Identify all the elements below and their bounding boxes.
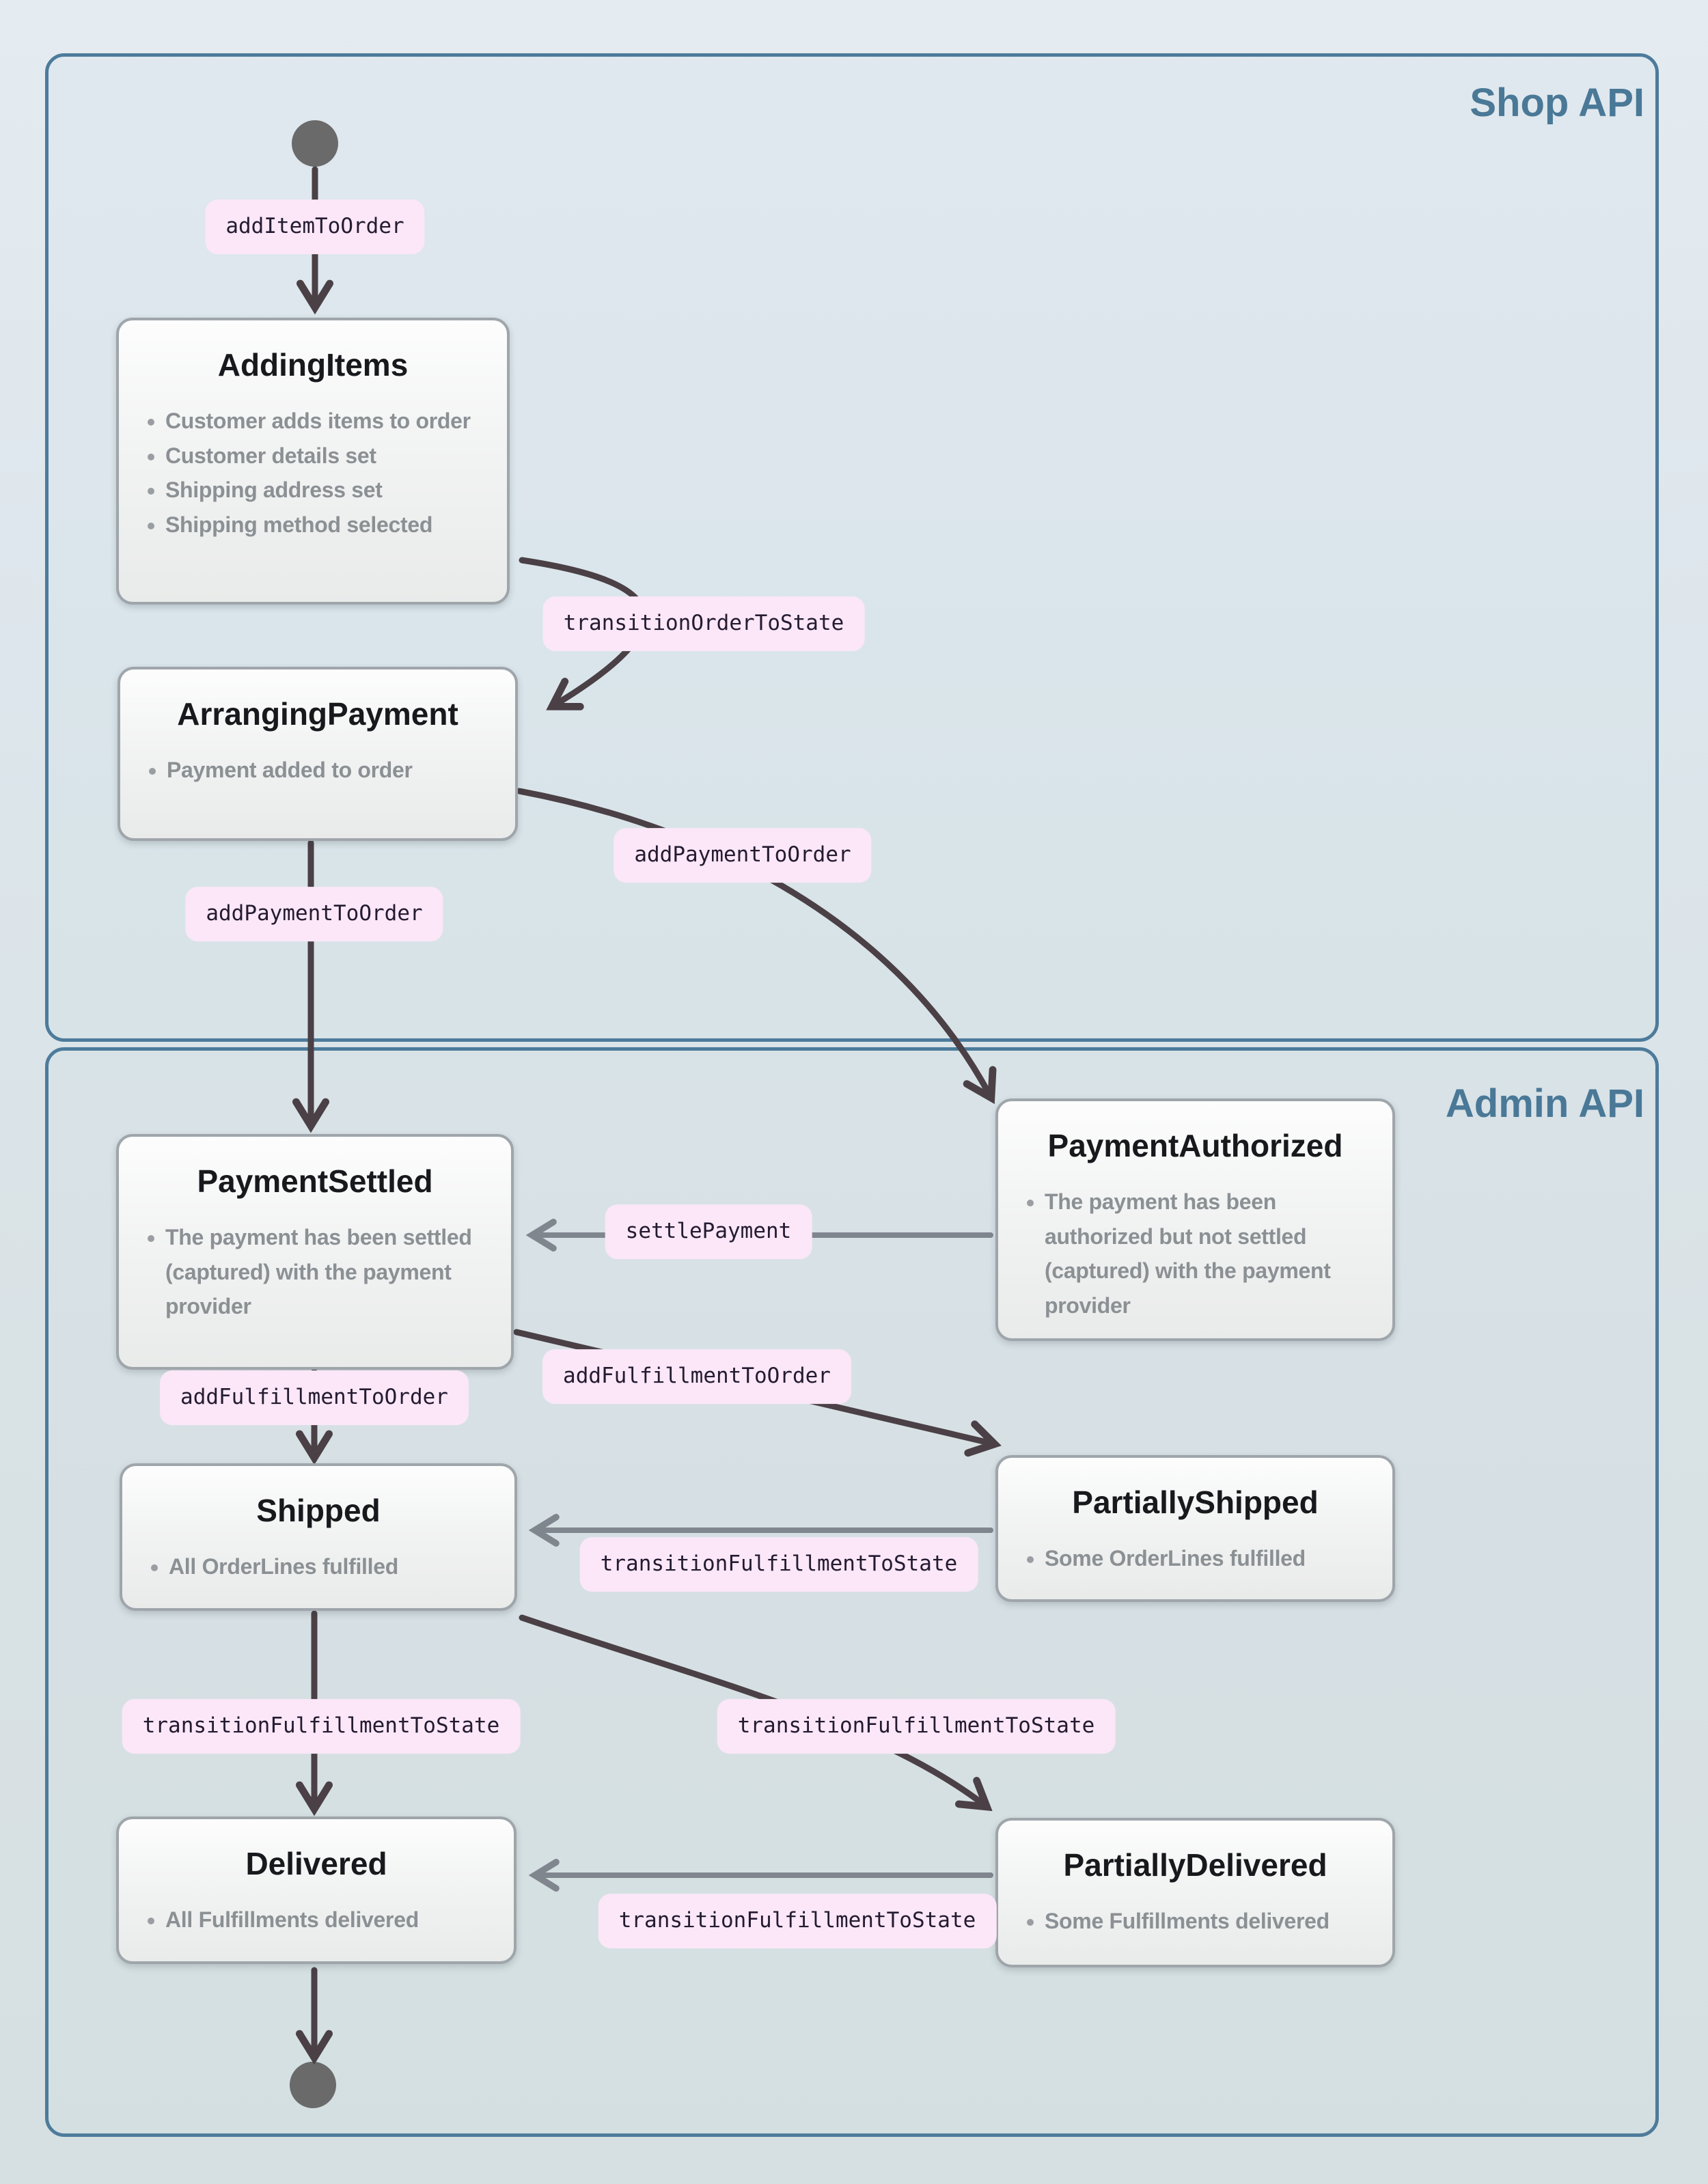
state-bullet-list: [140, 1549, 497, 1584]
transition-label-transitionordertostate: transitionOrderToState: [543, 596, 865, 651]
state-title: PaymentSettled: [197, 1163, 433, 1199]
transition-label-additemtoorder: addItemToOrder: [205, 199, 424, 254]
state-arrangingpayment: [118, 667, 518, 841]
state-bullet: • Shipping method selected: [165, 508, 489, 542]
state-title: Delivered: [245, 1846, 387, 1881]
state-title: ArrangingPayment: [177, 696, 458, 732]
state-title: AddingItems: [217, 347, 409, 383]
state-bullet: • Customer details set: [165, 439, 489, 473]
state-bullet: • The payment has been settled (captured) with the payment provider: [165, 1220, 493, 1324]
state-bullet: • Some OrderLines fulfilled: [1045, 1541, 1375, 1576]
shop-api-label: Shop API: [1470, 81, 1644, 125]
state-bullet: • Some Fulfillments delivered: [1045, 1904, 1375, 1939]
state-bullet-list: [137, 1220, 493, 1324]
state-partiallyshipped: [995, 1455, 1395, 1602]
state-title: PartiallyDelivered: [1063, 1847, 1327, 1883]
transition-label-transitionfulfillmenttostate-right: transitionFulfillmentToState: [717, 1699, 1116, 1754]
state-bullet-list: [1016, 1541, 1375, 1576]
state-bullet: • Customer adds items to order: [165, 404, 489, 439]
transition-label-settlepayment: settlePayment: [605, 1204, 812, 1259]
state-bullet-list: [137, 1903, 496, 1937]
state-paymentsettled: [116, 1134, 514, 1370]
state-bullet: • The payment has been authorized but not settled (captured) with the payment provider: [1045, 1185, 1375, 1323]
state-shipped: [120, 1463, 517, 1611]
initial-state-circle: [292, 120, 338, 167]
state-bullet-list: [138, 753, 497, 788]
transition-label-addfulfillmenttoorder-right: addFulfillmentToOrder: [542, 1349, 851, 1404]
transition-label-transitionfulfillmenttostate-mid: transitionFulfillmentToState: [580, 1537, 978, 1592]
state-bullet: • All OrderLines fulfilled: [169, 1549, 497, 1584]
state-delivered: [116, 1816, 516, 1964]
transition-label-addpaymenttoorder-left: addPaymentToOrder: [185, 887, 443, 941]
state-bullet: • Payment added to order: [167, 753, 497, 788]
transition-label-addfulfillmenttoorder-left: addFulfillmentToOrder: [160, 1370, 469, 1425]
state-bullet-list: [1016, 1185, 1375, 1323]
state-addingitems: [116, 318, 510, 605]
state-partiallydelivered: [995, 1818, 1395, 1967]
state-bullet: • Shipping address set: [165, 473, 489, 508]
admin-api-label: Admin API: [1445, 1081, 1644, 1126]
state-bullet-list: [1016, 1904, 1375, 1939]
state-bullet: • All Fulfillments delivered: [165, 1903, 496, 1937]
final-state-circle: [290, 2062, 336, 2108]
state-bullet-list: [137, 404, 489, 542]
state-title: PartiallyShipped: [1072, 1484, 1319, 1520]
transition-label-transitionfulfillmenttostate-bottom: transitionFulfillmentToState: [598, 1894, 997, 1948]
transition-label-transitionfulfillmenttostate-left: transitionFulfillmentToState: [122, 1699, 521, 1754]
state-title: PaymentAuthorized: [1047, 1128, 1343, 1163]
state-paymentauthorized: [995, 1098, 1395, 1341]
transition-label-addpaymenttoorder-right: addPaymentToOrder: [614, 828, 871, 883]
state-title: Shipped: [256, 1493, 381, 1528]
